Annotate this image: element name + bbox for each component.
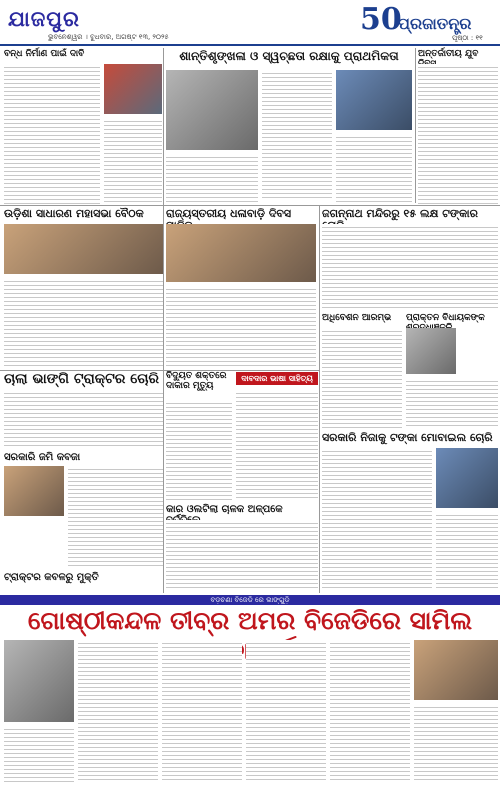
article-text bbox=[236, 390, 318, 500]
headline-1: ବନ୍ଧ ନିର୍ମାଣ ପାଇଁ ଦାବି bbox=[4, 49, 85, 59]
masthead-rule bbox=[0, 44, 500, 46]
article-text bbox=[78, 640, 158, 782]
banner-strip-text: ବଡ଼ଚଣା ବିଜେଡି ରେ ଭାଙ୍ଗୁଡ଼ି bbox=[210, 596, 290, 604]
bottom-headline: ଗୋଷ୍ଠୀକନ୍ଦଳ ତୀବ୍ର ଅମର ବିଜେଡିରେ ସାମିଲ bbox=[27, 606, 473, 635]
headline-5: ରାଜ୍ୟସ୍ତରୀୟ ଧଳାବାଡ଼ି ଦିବସ bbox=[166, 207, 292, 220]
banner-strip bbox=[0, 595, 500, 605]
edition-title: ଯାଜପୁର bbox=[8, 6, 80, 31]
article-photo bbox=[166, 224, 316, 282]
article-text bbox=[322, 224, 498, 310]
newspaper-brand: ପ୍ରଜାତନ୍ତ୍ର bbox=[398, 14, 472, 33]
anniversary-logo: 50 bbox=[360, 2, 402, 37]
page-number: ପୃଷ୍ଠା : ୧୧ bbox=[452, 34, 483, 42]
row-divider bbox=[0, 205, 500, 206]
article-text bbox=[4, 278, 164, 368]
article-text bbox=[418, 64, 498, 204]
article-photo bbox=[4, 640, 74, 722]
article-text bbox=[162, 640, 242, 782]
headline-7: ଚାଲା ଭାଙ୍ଗି ଟ୍ରାକ୍ଟର ଚୋରି bbox=[4, 371, 160, 387]
article-text bbox=[330, 640, 410, 782]
article-text bbox=[322, 448, 432, 590]
article-photo bbox=[104, 64, 162, 114]
column-divider bbox=[319, 206, 320, 593]
article-text bbox=[104, 118, 162, 204]
headline-4: ଉଡ଼ିଶା ସାଧାରଣ ମହାସଭା ବୈଠକ bbox=[4, 207, 144, 220]
article-text bbox=[166, 154, 258, 204]
article-text bbox=[336, 134, 412, 204]
column-divider bbox=[415, 48, 416, 203]
headline-8: ପ୍ରାକ୍ତନ ବିଧାୟକଙ୍କ bbox=[406, 313, 485, 323]
headline-13: ବିଦ୍ୟୁତ ଶକ୍ତରେ ଦାକାର ମୃତ୍ୟୁ bbox=[166, 371, 227, 391]
article-text bbox=[166, 400, 232, 500]
article-text bbox=[246, 640, 326, 782]
masthead bbox=[0, 0, 500, 46]
headline-2: ଶାନ୍ତିଶୃଙ୍ଖଳା ଓ ସ୍ୱଚ୍ଛତା ରକ୍ଷାକୁ ପ୍ରାଥମିକତା bbox=[179, 49, 399, 63]
article-text bbox=[4, 64, 100, 204]
dateline: ଭୁବନେଶ୍ୱର । ବୁଧବାର, ଅଗଷ୍ଟ ୧୩, ୨୦୨୫ bbox=[48, 33, 169, 41]
headline-14: ଅଧିବେଶନ ଆରମ୍ଭ bbox=[322, 313, 392, 323]
article-photo bbox=[4, 466, 64, 516]
article-text bbox=[166, 286, 316, 368]
headline-3: ଅନ୍ତର୍ଜାତୀୟ ଯୁବ bbox=[418, 49, 479, 59]
article-photo bbox=[436, 448, 498, 508]
article-photo bbox=[414, 640, 498, 700]
article-text bbox=[414, 704, 498, 782]
headline-11: ଟ୍ରାକ୍ଟର କବଳରୁ ମୁକ୍ତି bbox=[4, 572, 99, 583]
row-divider bbox=[0, 370, 319, 371]
article-text bbox=[4, 390, 164, 448]
article-text bbox=[68, 466, 164, 566]
article-photo bbox=[166, 70, 258, 150]
column-divider bbox=[163, 48, 164, 593]
headline-12: ସରକାରି ନିଜାକୁ ଟଙ୍କା ମୋବାଇଲ ଚୋରି bbox=[322, 431, 493, 444]
article-text bbox=[406, 378, 498, 428]
article-photo bbox=[4, 224, 164, 274]
article-photo bbox=[336, 70, 412, 130]
headline-6: ଜଗନ୍ନାଥ ମନ୍ଦିରରୁ ୧୫ ଲକ୍ଷ ଟଙ୍କାର bbox=[322, 207, 478, 220]
article-text bbox=[322, 328, 402, 428]
headline-9: ସରକାରି ଜମି କବଜା bbox=[4, 452, 81, 463]
article-text bbox=[262, 70, 332, 200]
headline-10: କାର ଓଲଟିଲା ଚାଳକ ଅଳ୍ପକେ bbox=[166, 504, 283, 515]
article-text bbox=[4, 726, 74, 782]
article-text bbox=[166, 520, 318, 590]
article-photo bbox=[406, 328, 456, 374]
article-text bbox=[436, 512, 498, 590]
section-tag: ଦାବଦାର ଭାଷା ସାହିତ୍ୟ bbox=[236, 372, 318, 385]
